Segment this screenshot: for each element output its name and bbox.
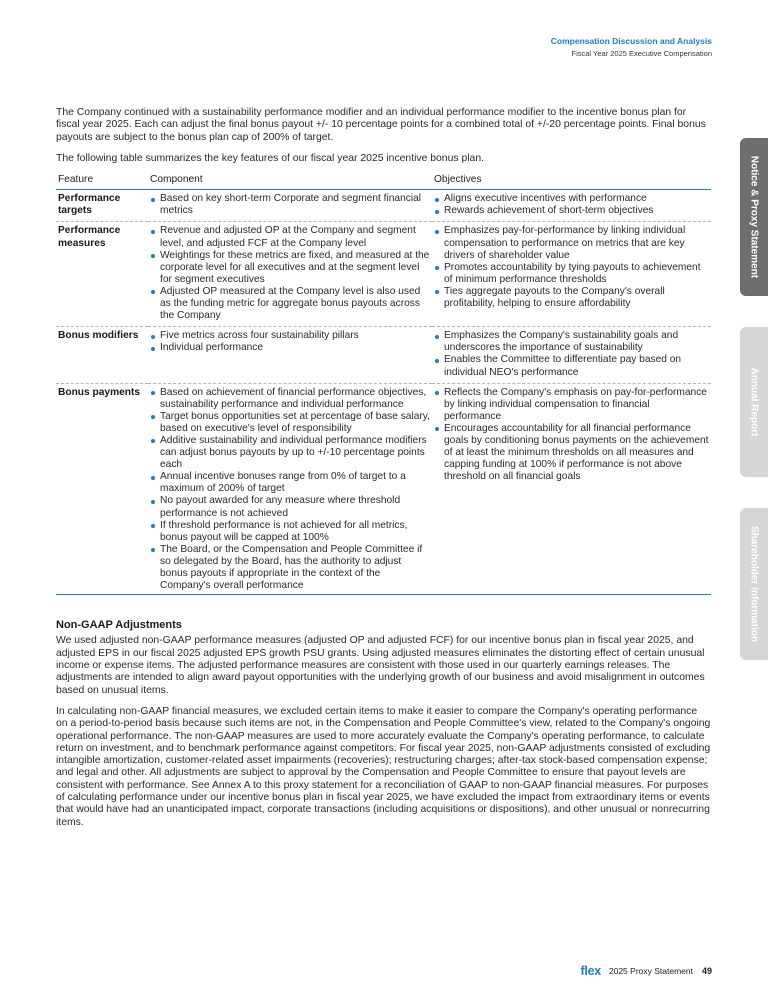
header-feature: Feature [56, 174, 148, 190]
list-item: Rewards achievement of short-term objectives [434, 205, 709, 217]
table-row [56, 383, 711, 595]
non-gaap-paragraph-2: In calculating non-GAAP financial measures, we excluded certain items to make it easier to compare the Company's operating performance on a period-to-period basis because such items are not, in the Compensation and People Committee's view, related to the Company's ongoing operational performance. The non-GAAP measures are used to more accurately evaluate the Company's operating performance, to calculate return on investment, and to benchmark performance against competitors. For fiscal year 2025, non-GAAP adjustments consisted of excluding intangible amortization, customer-related asset impairments (recoveries); restructuring charges; after-tax stock-based compensation expense; and legal and other. All adjustments are subject to approval by the Compensation and People Committee to ensure that payout levels are consistent with performance. See Annex A to this proxy statement for a reconciliation of GAAP to non-GAAP financial measures. For purposes of calculating performance under our incentive bonus plan in fiscal year 2025, we have excluded the impact from extraordinary items or events that would have had an unanticipated impact, corporate transactions (including acquisitions or dispositions), and other unusual or nonrecurring items. [56, 705, 711, 828]
header-objectives: Objectives [432, 174, 711, 190]
tab-annual-report[interactable] [740, 327, 768, 477]
objectives-cell [432, 222, 711, 327]
intro-paragraph-1: The Company continued with a sustainability performance modifier and an individual performance modifier to the incentive bonus plan for fiscal year 2025. Each can adjust the final bonus payout +/- 10 percentage points for a combined total of +/-20 percentage points. Final bonus payouts are subject to the bonus plan cap of 200% of target. [56, 107, 706, 143]
list-item: Emphasizes the Company's sustainability goals and underscores the importance of sustainability [434, 330, 709, 354]
tab-shareholder-information[interactable] [740, 508, 768, 660]
bonus-plan-table [56, 174, 711, 595]
section-subtitle: Fiscal Year 2025 Executive Compensation [571, 49, 712, 58]
component-cell [148, 222, 432, 327]
bullet-list [150, 387, 430, 593]
feature-cell: Bonus modifiers [56, 327, 148, 383]
list-item: Weightings for these metrics are fixed, and measured at the corporate level for all executives and at the segment level for segment executives [150, 250, 430, 286]
table-header-row [56, 174, 711, 190]
table-row [56, 327, 711, 383]
non-gaap-paragraph-1: We used adjusted non-GAAP performance measures (adjusted OP and adjusted FCF) for our incentive bonus plan in fiscal year 2025, and adjusted EPS in our fiscal 2025 adjusted EPS growth PSU grants. Using adjusted measures eliminates the distorting effect of certain unusual income or expense items. The adjusted performance measures are consistent with those used in our quarterly earnings releases. The adjustments are intended to align award payout opportunities with the underlying growth of our business and avoid misalignment in outcomes based on unusual items. [56, 635, 705, 696]
list-item: Revenue and adjusted OP at the Company and segment level, and adjusted FCF at the Company level [150, 225, 430, 249]
objectives-cell [432, 383, 711, 595]
bullet-list [434, 225, 709, 310]
feature-cell: Bonus payments [56, 383, 148, 595]
bullet-list [150, 193, 430, 217]
component-cell [148, 383, 432, 595]
bullet-list [150, 330, 430, 354]
tab-notice-proxy-statement[interactable] [740, 138, 768, 296]
tab-label: Shareholder Information [748, 525, 760, 643]
bullet-list [150, 225, 430, 322]
list-item: Reflects the Company's emphasis on pay-for-performance by linking individual compensation to financial performance [434, 387, 709, 423]
intro-paragraph-2: The following table summarizes the key features of our fiscal year 2025 incentive bonus plan. [56, 152, 484, 164]
tab-label: Annual Report [748, 367, 760, 437]
footer-label: 2025 Proxy Statement [608, 966, 693, 976]
page-number: 49 [701, 966, 712, 976]
list-item: Enables the Committee to differentiate pay based on individual NEO's performance [434, 354, 709, 378]
list-item: Target bonus opportunities set at percentage of base salary, based on executive's level of responsibility [150, 411, 430, 435]
list-item: Adjusted OP measured at the Company level is also used as the funding metric for aggregate bonus payouts across the Company [150, 286, 430, 322]
table-row [56, 222, 711, 327]
non-gaap-heading: Non-GAAP Adjustments [56, 619, 182, 632]
objectives-cell [432, 327, 711, 383]
table-row [56, 190, 711, 222]
page-footer [581, 964, 712, 978]
main-content [56, 107, 711, 838]
bullet-list [434, 193, 709, 217]
objectives-cell [432, 190, 711, 222]
list-item: Promotes accountability by tying payouts to achievement of minimum performance thresholds [434, 262, 709, 286]
list-item: Additive sustainability and individual performance modifiers can adjust bonus payouts by up to +/-10 percentage points each [150, 435, 430, 471]
list-item: Encourages accountability for all financial performance goals by conditioning bonus payments on the achievement of at least the minimum thresholds on all measures and capping funding at 100% if performance is not above threshold on all financial goals [434, 423, 709, 483]
list-item: Based on achievement of financial performance objectives, sustainability performance and individual performance [150, 387, 430, 411]
list-item: If threshold performance is not achieved for all metrics, bonus payout will be capped at 100% [150, 520, 430, 544]
bullet-list [434, 330, 709, 378]
list-item: No payout awarded for any measure where threshold performance is not achieved [150, 495, 430, 519]
list-item: The Board, or the Compensation and People Committee if so delegated by the Board, has the authority to adjust bonus payouts if appropriate in the context of the Company's overall performance [150, 544, 430, 592]
list-item: Five metrics across four sustainability pillars [150, 330, 430, 342]
feature-cell: Performance measures [56, 222, 148, 327]
page-header [551, 36, 712, 58]
list-item: Emphasizes pay-for-performance by linking individual compensation to performance on metrics that are key drivers of shareholder value [434, 225, 709, 261]
bullet-list [434, 387, 709, 484]
table-body [56, 190, 711, 595]
list-item: Annual incentive bonuses range from 0% of target to a maximum of 200% of target [150, 471, 430, 495]
section-title: Compensation Discussion and Analysis [550, 36, 712, 46]
list-item: Aligns executive incentives with performance [434, 193, 709, 205]
flex-logo: flex [580, 964, 601, 978]
tab-label: Notice & Proxy Statement [748, 155, 760, 279]
feature-cell: Performance targets [56, 190, 148, 222]
component-cell [148, 327, 432, 383]
list-item: Ties aggregate payouts to the Company's overall profitability, helping to ensure affordability [434, 286, 709, 310]
component-cell [148, 190, 432, 222]
list-item: Individual performance [150, 342, 430, 354]
header-component: Component [148, 174, 432, 190]
list-item: Based on key short-term Corporate and segment financial metrics [150, 193, 430, 217]
